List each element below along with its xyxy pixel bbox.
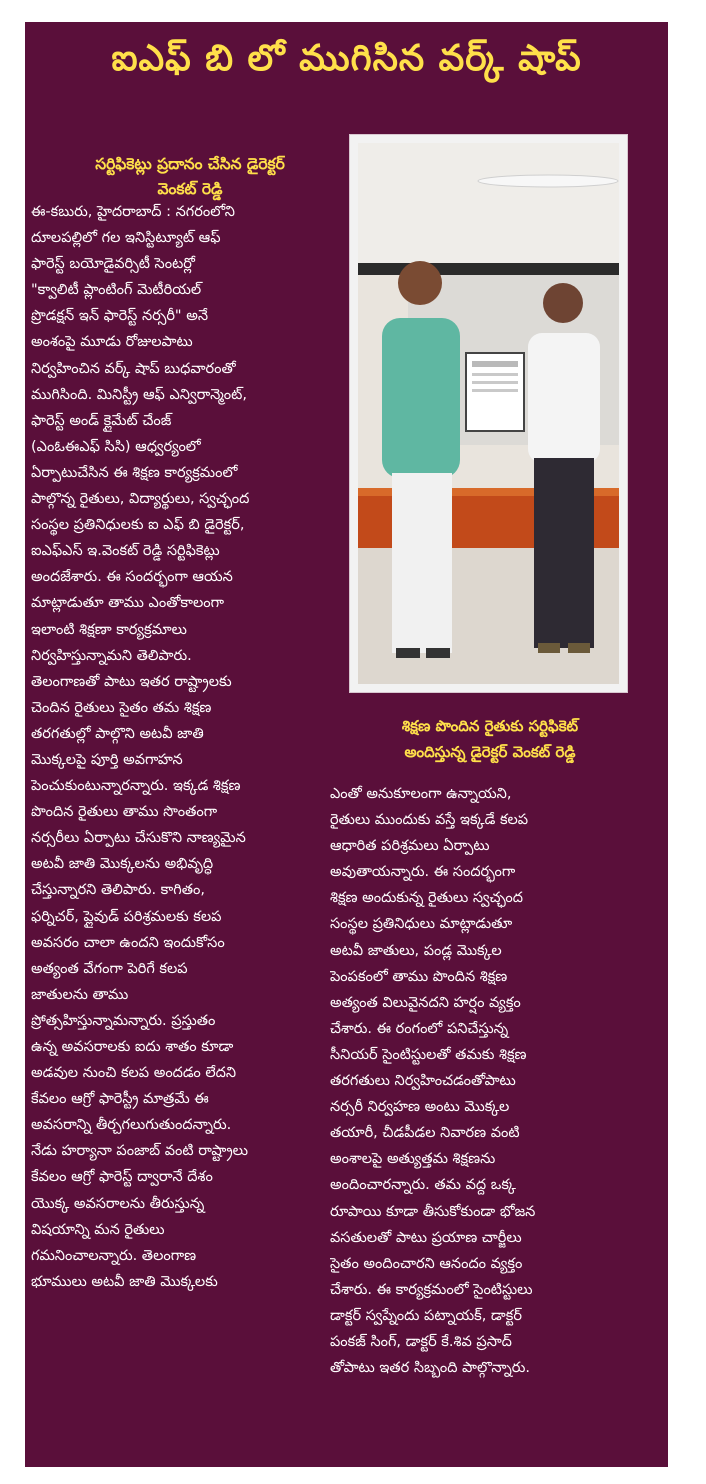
article-text-line: గమనించాలన్నారు. తెలంగాణ: [31, 1247, 197, 1264]
article-text-line: యొక్క అవసరాలను తీరుస్తున్న: [31, 1195, 205, 1212]
photo-caption: [352, 713, 628, 765]
article-text-line: పాల్గొన్న రైతులు, విద్యార్థులు, స్వచ్ఛంద: [31, 491, 250, 508]
article-text-line: రైతులు ముందుకు వస్తే ఇక్కడే కలప: [330, 812, 529, 829]
article-text-line: సంస్థల ప్రతినిధులకు ఐ ఎఫ్ బి డైరెక్టర్,: [31, 517, 245, 534]
article-text-line: అవసరాన్ని తీర్చగలుగుతుందన్నారు.: [31, 1117, 232, 1134]
article-text-line: తోపాటు ఇతర సిబ్బంది పాల్గొన్నారు.: [330, 1360, 530, 1377]
article-text-line: అవసరం చాలా ఉందని ఇందుకోసం: [31, 934, 225, 951]
article-text-line: తయారీ, చీడపీడల నివారణ వంటి: [330, 1125, 520, 1142]
photo-caption-line: అందిస్తున్న డైరెక్టర్ వెంకట్ రెడ్డి: [404, 743, 576, 761]
article-text-line: పొందిన రైతులు తాము సొంతంగా: [31, 804, 218, 821]
article-text-line: (ఎంఓఈఎఫ్ సిసి) ఆధ్వర్యంలో: [31, 438, 201, 455]
article-text-line: పెంచుకుంటున్నారన్నారు. ఇక్కడ శిక్షణ: [31, 778, 241, 795]
article-text-line: సీనియర్ సైంటిస్టులతో తమకు శిక్షణ: [330, 1046, 527, 1063]
article-text-line: కేవలం ఆగ్రో ఫారెస్ట్ ద్వారానే దేశం: [31, 1169, 213, 1186]
article-text-line: డాక్టర్ స్వప్నేందు పట్నాయక్, డాక్టర్: [330, 1307, 522, 1324]
article-text-line: నిర్వహిస్తున్నామని తెలిపారు.: [31, 647, 192, 664]
article-text-line: ఇలాంటి శిక్షణా కార్యక్రమాలు: [31, 621, 187, 638]
article-photo: [349, 134, 628, 693]
article-column-1: [31, 199, 331, 1295]
article-text-line: అటవీ జాతి మొక్కలను అభివృద్ధి: [31, 856, 214, 873]
article-text-line: సంస్థల ప్రతినిధులు మాట్లాడుతూ: [330, 916, 513, 933]
article-text-line: ఏర్పాటుచేసిన ఈ శిక్షణ కార్యక్రమంలో: [31, 464, 238, 481]
article-text-line: వసతులతో పాటు ప్రయాణ చార్జీలు: [330, 1229, 522, 1246]
article-text-line: నిర్వహించిన వర్క్ షాప్ బుధవారంతో: [31, 360, 236, 377]
article-text-line: జాతులను తాము: [31, 986, 129, 1003]
article-text-line: నర్సరీలు ఏర్పాటు చేసుకొని నాణ్యమైన: [31, 830, 246, 847]
article-text-line: తరగతులు నిర్వహించడంతోపాటు: [330, 1073, 516, 1090]
article-text-line: ఫారెస్ట్ బయోడైవర్సిటీ సెంటర్లో: [31, 256, 195, 273]
subheadline: [35, 152, 345, 202]
article-text-line: అటవీ జాతులు, పండ్ల మొక్కల: [330, 942, 502, 959]
article-text-line: మాట్లాడుతూ తాము ఎంతోకాలంగా: [31, 595, 224, 612]
article-text-line: అంశంపై మూడు రోజులపాటు: [31, 334, 193, 351]
headline: ఐఎఫ్ బి లో ముగిసిన వర్క్ షాప్: [111, 38, 582, 79]
article-text-line: చేస్తున్నారని తెలిపారు. కాగితం,: [31, 882, 205, 899]
article-text-line: ఈ-కబురు, హైదరాబాద్ : నగరంలోని: [31, 204, 235, 220]
subheadline-line: సర్టిఫికెట్లు ప్రదానం చేసిన డైరెక్టర్: [95, 155, 285, 173]
article-text-line: చేశారు. ఈ కార్యక్రమంలో సైంటిస్టులు: [330, 1281, 533, 1298]
article-text-line: అత్యంత విలువైనదని హర్షం వ్యక్తం: [330, 994, 521, 1011]
article-text-line: ప్రోత్సహిస్తున్నామన్నారు. ప్రస్తుతం: [31, 1012, 216, 1029]
article-text-line: అవుతాయన్నారు. ఈ సందర్భంగా: [330, 864, 516, 881]
article-text-line: ఫర్నిచర్, ప్లైవుడ్ పరిశ్రమలకు కలప: [31, 908, 222, 925]
article-text-line: మొక్కలపై పూర్తి అవగాహన: [31, 751, 183, 768]
article-text-line: ఐఎఫ్ఎస్ ఇ.వెంకట్ రెడ్డి సర్టిఫికెట్లు: [31, 543, 220, 560]
article-text-line: ఆధారిత పరిశ్రమలు ఏర్పాటు: [330, 838, 490, 855]
article-text-line: ఉన్న అవసరాలకు ఐదు శాతం కూడా: [31, 1039, 234, 1055]
article-text-line: నర్సరీ నిర్వహణ అంటు మొక్కల: [330, 1099, 510, 1116]
article-text-line: అడవుల నుంచి కలప అందడం లేదని: [31, 1065, 237, 1082]
article-text-line: పంకజ్ సింగ్, డాక్టర్ కే.శివ ప్రసాద్: [330, 1333, 512, 1350]
article-text-line: పెంపకంలో తాము పొందిన శిక్షణ: [330, 968, 508, 985]
photo-image: [358, 143, 619, 684]
article-text-line: అత్యంత వేగంగా పెరిగే కలప: [31, 960, 188, 977]
article-text-line: తెలంగాణతో పాటు ఇతర రాష్ట్రాలకు: [31, 673, 232, 690]
article-text-line: అంశాలపై అత్యుత్తమ శిక్షణను: [330, 1151, 496, 1168]
article-text-line: భూములు అటవీ జాతి మొక్కలకు: [31, 1273, 218, 1290]
article-text-line: నేడు హర్యానా పంజాబ్ వంటి రాష్ట్రాలు: [31, 1143, 248, 1160]
article-text-line: దూలపల్లిలో గల ఇనిస్టిట్యూట్ ఆఫ్: [31, 230, 221, 247]
article-text-line: ఫారెస్ట్ అండ్ క్లైమేట్ చేంజ్: [31, 412, 172, 429]
article-text-line: విషయాన్ని మన రైతులు: [31, 1221, 165, 1238]
article-text-line: రూపాయి కూడా తీసుకోకుండా భోజన: [330, 1203, 536, 1220]
article-text-line: అందించారన్నారు. తమ వద్ద ఒక్క: [330, 1177, 516, 1194]
article-text-line: సైతం అందించారని ఆనందం వ్యక్తం: [330, 1255, 523, 1272]
subheadline-line: వెంకట్ రెడ్డి: [157, 180, 223, 198]
article-text-line: ప్రొడక్షన్ ఇన్ ఫారెస్ట్ నర్సరీ" అనే: [31, 308, 208, 325]
article-text-line: అందజేశారు. ఈ సందర్భంగా ఆయన: [31, 569, 233, 586]
article-text-line: చెందిన రైతులు సైతం తమ శిక్షణ: [31, 699, 212, 716]
article-text-line: తరగతుల్లో పాల్గొని అటవీ జాతి: [31, 725, 204, 742]
article-column-2: [330, 781, 650, 1381]
article-text-line: ముగిసింది. మినిస్ట్రీ ఆఫ్ ఎన్విరాన్మెంట్,: [31, 386, 247, 403]
article-text-line: శిక్షణ అందుకున్న రైతులు స్వచ్ఛంద: [330, 890, 523, 907]
article-text-line: ఎంతో అనుకూలంగా ఉన్నాయని,: [330, 786, 512, 802]
article-text-line: చేశారు. ఈ రంగంలో పనిచేస్తున్న: [330, 1020, 509, 1037]
photo-caption-line: శిక్షణ పొందిన రైతుకు సర్టిఫికెట్: [401, 717, 579, 735]
article-text-line: కేవలం ఆగ్రో ఫారెస్ట్రీ మాత్రమే ఈ: [31, 1091, 209, 1108]
article-text-line: "క్వాలిటీ ప్లాంటింగ్ మెటీరియల్: [31, 282, 202, 299]
